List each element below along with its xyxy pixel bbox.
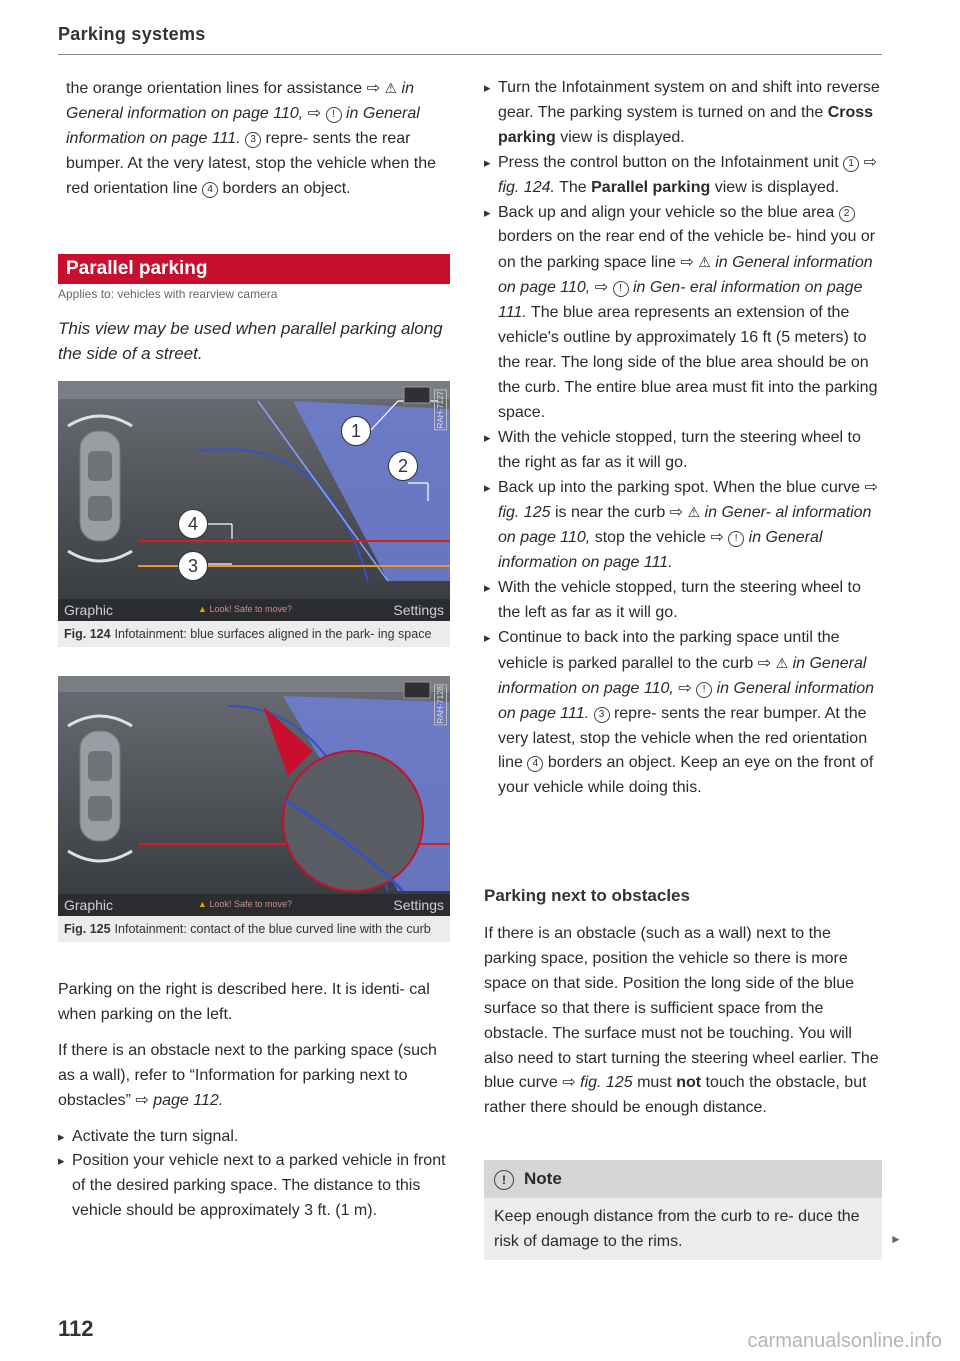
xref-link[interactable]: page 112. — [153, 1091, 224, 1109]
xref-link[interactable]: fig. 124. — [498, 178, 555, 196]
paragraph: If there is an obstacle next to the parking space (such as a wall), refer to “Information for parking next to obstacles” ⇨ page 112. — [58, 1041, 437, 1109]
settings-button[interactable]: Settings — [393, 602, 444, 618]
graphic-button[interactable]: Graphic — [64, 897, 114, 913]
safety-message: ▲ Look! Safe to move? — [198, 604, 292, 614]
step-list — [484, 76, 884, 801]
xref-link[interactable]: in General information on page 110, — [498, 254, 873, 297]
figure-124 — [58, 381, 450, 647]
figure-caption: Fig. 124 Infotainment: blue surfaces aligned in the park- ing space — [58, 621, 450, 647]
left-column-intro — [66, 76, 450, 202]
watermark: carmanualsonline.info — [747, 1330, 942, 1352]
note-title: Note — [524, 1169, 562, 1188]
warning-triangle-icon: ⚠ — [775, 654, 789, 671]
car-topview-icon — [80, 431, 120, 541]
figure-125 — [58, 676, 450, 942]
infotainment-bar — [58, 599, 450, 621]
figure-code: RAH-7127 — [436, 391, 445, 429]
list-item: ▸ With the vehicle stopped, turn the steering wheel to the right as far as it will go. — [484, 426, 884, 476]
paragraph: Parking on the right is described here. It is identi- cal when parking on the left. — [58, 981, 430, 1023]
list-item: ▸ Back up and align your vehicle so the blue area 2 borders on the rear end of the vehicle be- hind you or on the parking space line ⇨ ⚠ in General information on page 110, ⇨ ! in Gen- eral information on page 111. The blue area represents an extension of the vehicle's outline by approximately 16 ft (5 meters) to the rear. The long side of the blue area should be on the curb. The entire blue area must fit into the parking space. — [484, 201, 884, 426]
xref-link[interactable]: fig. 125 — [498, 504, 551, 522]
section-header-title: Parking systems — [58, 24, 206, 44]
list-item: ▸ Continue to back into the parking space until the vehicle is parked parallel to the curb ⇨ ⚠ in General information on page 110, ⇨ ! in General information on page 111. 3 repre- sents the rear bumper. At the very latest, stop the vehicle when the red orientation line 4 borders an object. Keep an eye on the front of your vehicle while doing this. — [484, 626, 884, 801]
callout-number: 3 — [594, 707, 610, 723]
page-header — [58, 24, 882, 55]
callout-number: 3 — [245, 132, 261, 148]
section-title-bar: Parallel parking — [58, 254, 450, 284]
xref-link[interactable]: in General information on page 111. — [498, 529, 823, 572]
warning-triangle-icon: ⚠ — [384, 80, 398, 96]
list-item: ▸ With the vehicle stopped, turn the steering wheel to the left as far as it will go. — [484, 576, 884, 626]
xref-link[interactable]: in General information on page 110, — [498, 654, 867, 697]
continue-arrow-icon: ► — [890, 1232, 902, 1246]
note-header — [484, 1160, 882, 1198]
left-column-bottom — [58, 978, 450, 1224]
settings-button[interactable]: Settings — [393, 897, 444, 913]
page-number: 112 — [58, 1316, 94, 1341]
applies-to-note: Applies to: vehicles with rearview camera — [58, 287, 278, 301]
circle-exclamation-icon: ! — [728, 531, 744, 547]
xref-link[interactable]: in Gener- al information on page 110, — [498, 504, 872, 547]
warning-triangle-icon: ⚠ — [687, 504, 701, 521]
camera-screen-125 — [58, 676, 450, 916]
note-icon: ! — [494, 1170, 514, 1190]
figure-code: RAH-7128 — [436, 686, 445, 724]
camera-view-graphic — [58, 676, 450, 916]
subheading: Parking next to obstacles — [484, 886, 690, 905]
callout-number: 4 — [527, 756, 543, 772]
xref-link[interactable]: in Gen- eral information on page 111. — [498, 279, 863, 322]
right-column — [484, 76, 884, 801]
graphic-button[interactable]: Graphic — [64, 602, 114, 618]
list-item: ▸ Activate the turn signal. — [58, 1125, 450, 1150]
callout-3: 3 — [178, 551, 208, 581]
callout-2: 2 — [388, 451, 418, 481]
list-item: ▸ Press the control button on the Infotainment unit 1 ⇨ fig. 124. The Parallel parking view is displayed. — [484, 151, 884, 201]
callout-number: 1 — [843, 156, 859, 172]
step-list — [58, 1125, 450, 1225]
xref-link[interactable]: fig. 125 — [580, 1074, 633, 1092]
xref-link[interactable]: in General information on page 110, — [66, 80, 414, 122]
infotainment-bar — [58, 894, 450, 916]
xref-link[interactable]: in General information on page 111. — [66, 104, 420, 147]
circle-exclamation-icon: ! — [326, 107, 342, 123]
obstacles-paragraph: If there is an obstacle (such as a wall) next to the parking space, position the vehicle so there is more space on that side. Position the long side of the blue surface so that there is sufficient space from the obstacle. The surface must not be touching. You will also need to start turning the steering wheel earlier. The blue curve ⇨ fig. 125 must not touch the obstacle, but rather there should be enough distance. — [484, 925, 879, 1117]
safety-message: ▲ Look! Safe to move? — [198, 899, 292, 909]
intro-paragraph: the orange orientation lines for assistance ⇨ ⚠ in General information on page 110, ⇨ ! in General information on page 111. 3 repre- sents the rear bumper. At the very latest, stop the vehicle when the red orientation line 4 borders an object. — [66, 80, 436, 197]
callout-number: 2 — [839, 206, 855, 222]
xref-link[interactable]: in General information on page 111. — [498, 679, 875, 722]
callout-4: 4 — [178, 509, 208, 539]
figure-caption: Fig. 125 Infotainment: contact of the blue curved line with the curb — [58, 916, 450, 942]
section-lead: This view may be used when parallel parking along the side of a street. — [58, 319, 443, 363]
callout-1: 1 — [341, 416, 371, 446]
list-item: ▸ Turn the Infotainment system on and shift into reverse gear. The parking system is turned on and the Cross parking view is displayed. — [484, 76, 884, 151]
circle-exclamation-icon: ! — [613, 281, 629, 297]
callout-number: 4 — [202, 182, 218, 198]
circle-exclamation-icon: ! — [696, 682, 712, 698]
camera-screen-124 — [58, 381, 450, 621]
note-box — [484, 1160, 882, 1260]
list-item: ▸ Back up into the parking spot. When the blue curve ⇨ fig. 125 is near the curb ⇨ ⚠ in Gener- al information on page 110, stop the vehicle ⇨ ! in General information on page 111. — [484, 476, 884, 577]
note-text: Keep enough distance from the curb to re- duce the risk of damage to the rims. — [484, 1198, 882, 1260]
camera-view-graphic — [58, 381, 450, 621]
list-item: ▸ Position your vehicle next to a parked vehicle in front of the desired parking space. The distance to this vehicle should be approximately 3 ft. (1 m). — [58, 1149, 450, 1224]
car-topview-icon — [80, 731, 120, 841]
warning-triangle-icon: ⚠ — [698, 254, 711, 271]
